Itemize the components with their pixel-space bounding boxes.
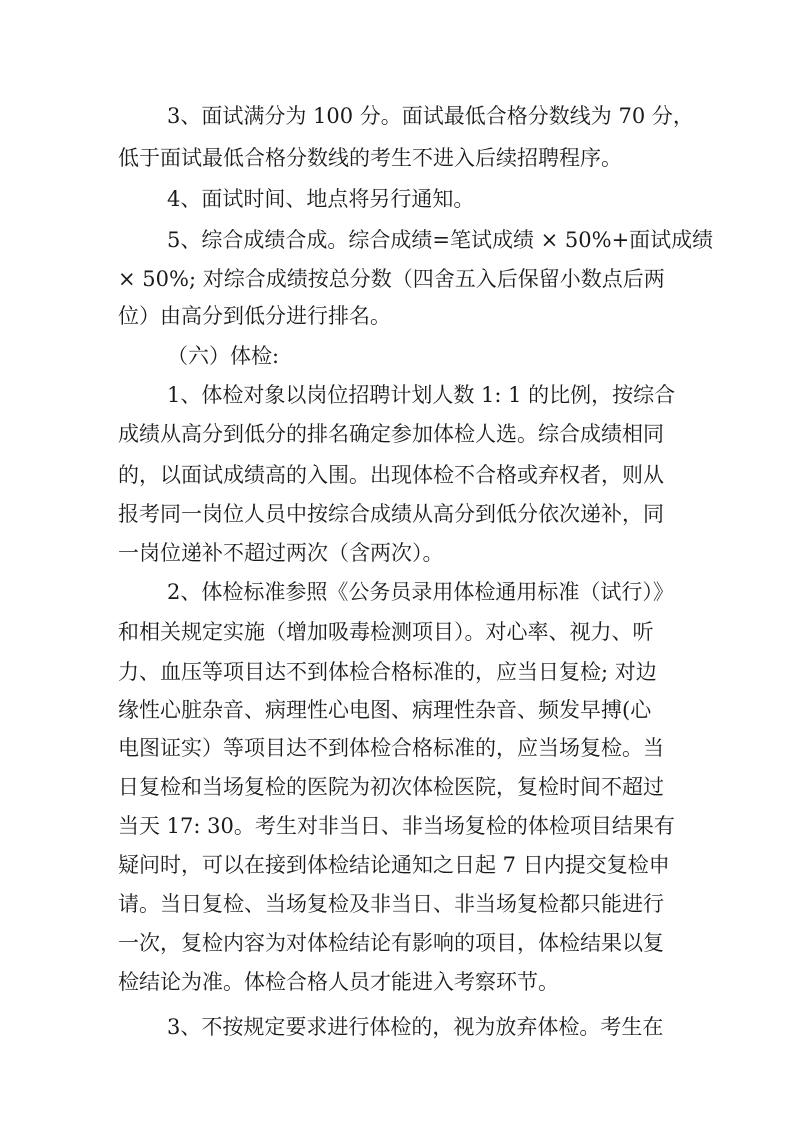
line-text: 成绩从高分到低分的排名确定参加体检人选。综合成绩相同	[118, 422, 664, 446]
line-text: 一次，复检内容为对体检结论有影响的项目，体检结果以复	[118, 931, 664, 955]
line-text: 4、面试时间、地点将另行通知。	[167, 187, 475, 211]
line-text: 请。当日复检、当场复检及非当日、非当场复检都只能进行	[118, 892, 664, 916]
line-text: 3、面试满分为 100 分。面试最低合格分数线为 70 分，	[167, 104, 694, 128]
line-text: 当天 17: 30。考生对非当日、非当场复检的体检项目结果有	[118, 814, 675, 838]
line-text: × 50%; 对综合成绩按总分数（四舍五入后保留小数点后两	[118, 267, 665, 291]
line-text: 1、体检对象以岗位招聘计划人数 1: 1 的比例，按综合	[167, 383, 676, 407]
line-text: 力、血压等项目达不到体检合格标准的，应当日复检; 对边	[118, 660, 657, 684]
line-text: 日复检和当场复检的医院为初次体检医院，复检时间不超过	[118, 775, 664, 799]
line-text: 和相关规定实施（增加吸毒检测项目）。对心率、视力、听	[118, 620, 654, 644]
line-text: 3、不按规定要求进行体检的，视为放弃体检。考生在	[167, 1015, 664, 1039]
line-text: 缘性心脏杂音、病理性心电图、病理性杂音、频发早搏(心	[118, 698, 652, 722]
line-text: 5、综合成绩合成。综合成绩=笔试成绩 × 50%+面试成绩	[167, 228, 714, 252]
line-text: 的，以面试成绩高的入围。出现体检不合格或弃权者，则从	[118, 463, 664, 487]
line-text: 报考同一岗位人员中按综合成绩从高分到低分依次递补，同	[118, 502, 664, 526]
section-heading-text: （六）体检:	[167, 344, 280, 368]
line-text: 一岗位递补不超过两次（含两次）。	[118, 541, 444, 565]
line-text: 检结论为准。体检合格人员才能进入考察环节。	[118, 970, 559, 994]
line-text: 电图证实）等项目达不到体检合格标准的，应当场复检。当	[118, 736, 664, 760]
line-text: 低于面试最低合格分数线的考生不进入后续招聘程序。	[118, 146, 622, 170]
line-text: 2、体检标准参照《公务员录用体检通用标准（试行）》	[167, 580, 674, 604]
line-text: 疑问时，可以在接到体检结论通知之日起 7 日内提交复检申	[118, 853, 670, 877]
line-text: 位）由高分到低分进行排名。	[118, 304, 391, 328]
